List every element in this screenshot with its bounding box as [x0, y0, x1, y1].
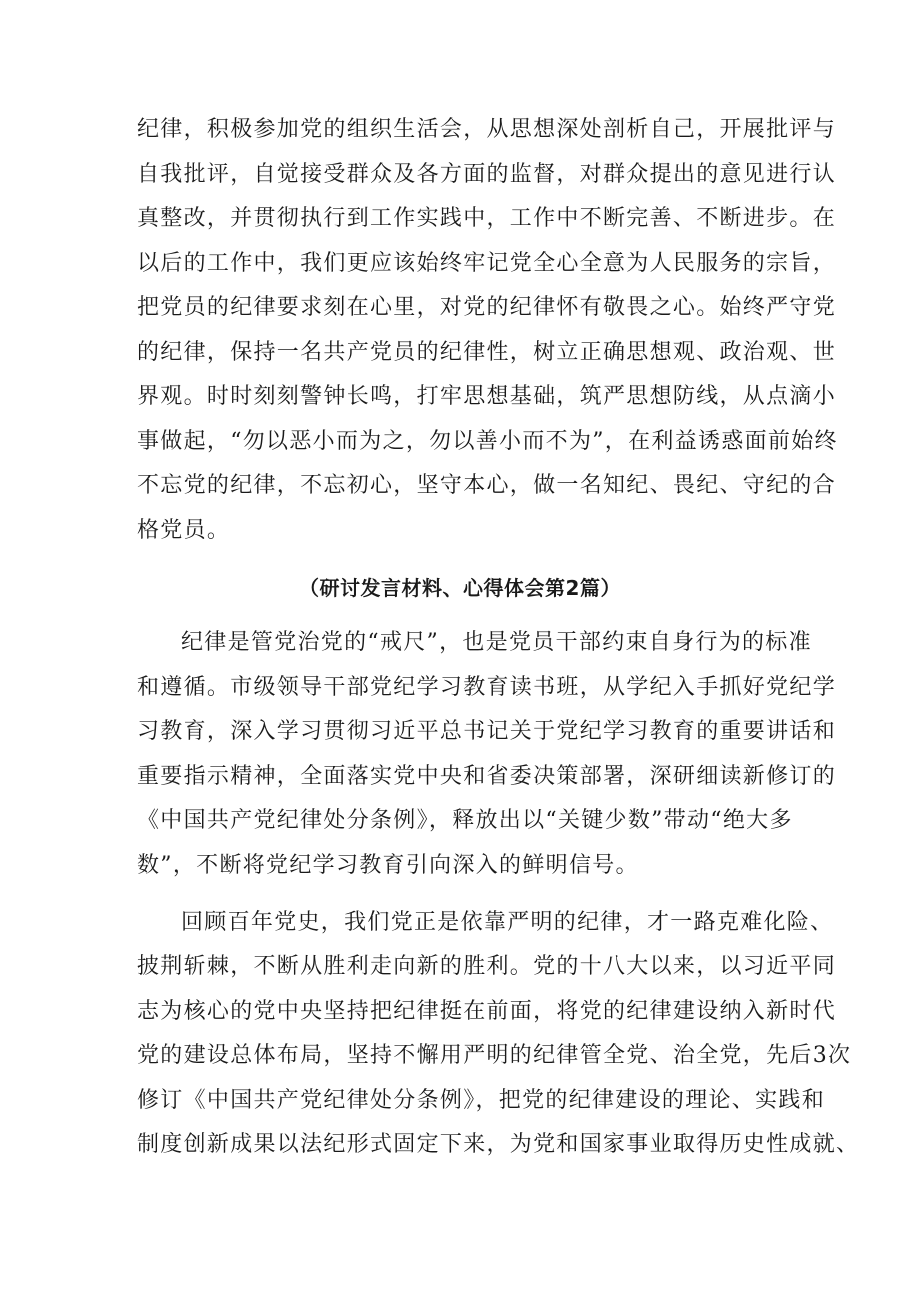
text-line: 的纪律，保持一名共产党员的纪律性，树立正确思想观、政治观、世: [137, 340, 837, 365]
text-line: 纪律，积极参加党的组织生活会，从思想深处剖析自己，开展批评与: [137, 117, 837, 142]
text-line: 披荆斩棘，不断从胜利走向新的胜利。党的十八大以来，以习近平同: [137, 954, 837, 979]
text-line: 制度创新成果以法纪形式固定下来，为党和国家事业取得历史性成就、: [137, 1132, 860, 1157]
text-line: 自我批评，自觉接受群众及各方面的监督，对群众提出的意见进行认: [137, 162, 837, 187]
text-line: 格党员。: [137, 518, 231, 543]
text-line: 和遵循。市级领导干部党纪学习教育读书班，从学纪入手抓好党纪学: [137, 675, 837, 700]
text-line: 数”，不断将党纪学习教育引向深入的鲜明信号。: [137, 853, 639, 878]
text-line: 修订《中国共产党纪律处分条例》，把党的纪律建设的理论、实践和: [137, 1088, 826, 1113]
text-line: 不忘党的纪律，不忘初心，坚守本心，做一名知纪、畏纪、守纪的合: [137, 473, 837, 498]
text-line: 志为核心的党中央坚持把纪律挺在前面，将党的纪律建设纳入新时代: [137, 999, 837, 1024]
text-line: 纪律是管党治党的“戒尺”，也是党员干部约束自身行为的标准: [181, 630, 812, 655]
text-line: 真整改，并贯彻执行到工作实践中，工作中不断完善、不断进步。在: [137, 206, 837, 231]
text-line: 事做起，“勿以恶小而为之，勿以善小而不为”，在利益诱惑面前始终: [137, 429, 838, 454]
text-line: 习教育，深入学习贯彻习近平总书记关于党纪学习教育的重要讲话和: [137, 719, 837, 744]
text-line: 以后的工作中，我们更应该始终牢记党全心全意为人民服务的宗旨，: [137, 251, 837, 276]
section-heading: （研讨发言材料、心得体会第2篇）: [299, 576, 621, 600]
text-line: 党的建设总体布局，坚持不懈用严明的纪律管全党、治全党，先后3次: [137, 1043, 852, 1068]
text-line: 界观。时时刻刻警钟长鸣，打牢思想基础，筑严思想防线，从点滴小: [137, 384, 837, 409]
text-line: 把党员的纪律要求刻在心里，对党的纪律怀有敬畏之心。始终严守党: [137, 295, 837, 320]
text-line: 《中国共产党纪律处分条例》，释放出以“关键少数”带动“绝大多: [137, 808, 793, 833]
text-line: 重要指示精神，全面落实党中央和省委决策部署，深研细读新修订的: [137, 764, 837, 789]
text-line: 回顾百年党史，我们党正是依靠严明的纪律，才一路克难化险、: [181, 910, 834, 935]
